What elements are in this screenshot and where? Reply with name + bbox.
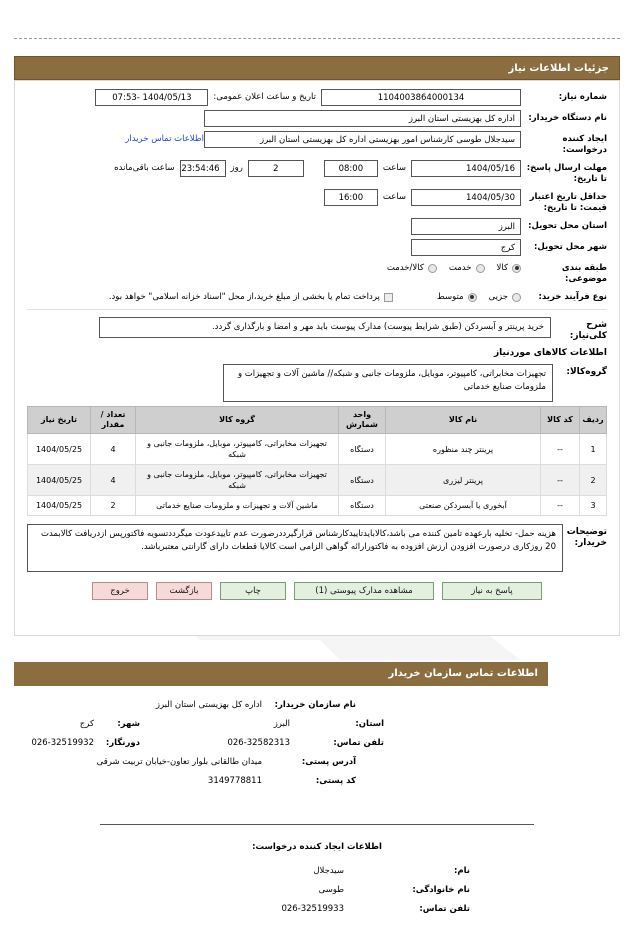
contact-fax-label: دورنگار: <box>105 738 140 748</box>
creator-phone-value: 026-32519933 <box>281 904 344 914</box>
radio-process-medium-label: متوسط <box>436 292 464 302</box>
row-creator <box>27 131 607 156</box>
contact-fax-value: 026-32519932 <box>31 738 94 748</box>
cell-name: پرینتر لیزری <box>386 465 541 496</box>
radio-category-service-label: خدمت <box>448 263 472 273</box>
radio-process-medium[interactable] <box>468 293 477 302</box>
cell-unit: دستگاه <box>339 434 386 465</box>
cell-row: 1 <box>580 434 607 465</box>
validity-date-value: 1404/05/30 <box>411 189 521 206</box>
delivery-city-value: کرج <box>411 239 521 256</box>
row-contact-phone-fax <box>14 738 620 748</box>
cell-qty: 2 <box>91 496 136 516</box>
goods-table <box>27 406 607 516</box>
col-name: نام کالا <box>386 407 541 434</box>
section-header-need-details-label: جزئیات اطلاعات نیاز <box>508 63 609 74</box>
creator-phone-label: تلفن تماس: <box>419 904 470 914</box>
row-creator-first-name <box>14 866 620 876</box>
back-button[interactable]: بازگشت <box>156 582 212 600</box>
need-details-card <box>14 80 620 636</box>
row-category <box>27 260 607 285</box>
announce-value: 1404/05/13 -07:53 <box>95 89 208 106</box>
row-contact-org <box>14 700 620 710</box>
remaining-days-unit: روز <box>230 163 243 173</box>
cell-qty: 4 <box>91 465 136 496</box>
need-number-label: شماره نیاز: <box>558 92 607 102</box>
announce-label: تاریخ و ساعت اعلان عمومی: <box>213 92 316 102</box>
row-purchase-process <box>27 289 607 303</box>
cell-row: 3 <box>580 496 607 516</box>
row-contact-province-city <box>14 719 620 729</box>
checkbox-treasury-docs[interactable] <box>384 293 393 302</box>
validity-time-value: 16:00 <box>324 189 378 206</box>
purchase-process-label: نوع فرآیند خرید: <box>538 292 607 302</box>
cell-name: پرینتر چند منظوره <box>386 434 541 465</box>
summary-value: خرید پرینتر و آبسردکن (طبق شرایط پیوست) مدارک پیوست باید مهر و امضا و بارگذاری گردد. <box>99 317 551 338</box>
contact-divider <box>100 824 534 825</box>
row-deadline <box>27 160 607 185</box>
view-attachments-button[interactable]: مشاهده مدارک پیوستی (1) <box>294 582 434 600</box>
cell-qty: 4 <box>91 434 136 465</box>
validity-label: حداقل تاریخ اعتبار قیمت: تا تاریخ: <box>529 192 607 213</box>
creator-label: ایجاد کننده درخواست: <box>562 134 607 155</box>
action-button-row <box>27 582 607 600</box>
category-label: طبقه بندی موضوعی: <box>561 263 607 284</box>
creator-first-name-value: سیدجلال <box>313 866 344 876</box>
need-number-value: 1104003864000134 <box>321 89 521 106</box>
row-contact-postal <box>14 776 620 786</box>
row-delivery-province <box>27 218 607 235</box>
delivery-province-label: استان محل تحویل: <box>528 221 607 231</box>
creator-last-name-value: طوسی <box>318 885 344 895</box>
buyer-notes-value: هزینه حمل- تخلیه بارعهده تامین کننده می باشد،کالابایدتاییدکارشناس قرارگیرددرصورت عدم تاییدعودت میگرددتسویه فاکتورپس ازدریافت کالابمدت 20 روزکاری درصورت افزودن ارزش افزوده به فاکتورارائه گواهی الزامی است کالایا قطعات دارای گارانتی معتبرباشد. <box>27 524 563 572</box>
cell-unit: دستگاه <box>339 465 386 496</box>
table-row[interactable] <box>28 434 607 465</box>
row-creator-last-name <box>14 885 620 895</box>
row-delivery-city <box>27 239 607 256</box>
section-header-need-details <box>14 56 620 80</box>
row-creator-phone <box>14 904 620 914</box>
divider-above-summary <box>27 309 607 310</box>
contact-postal-value: 3149778811 <box>207 776 262 786</box>
countdown-value: 23:54:46 <box>180 160 226 177</box>
creator-section-title: اطلاعات ایجاد کننده درخواست: <box>252 842 382 852</box>
cell-code: -- <box>541 434 580 465</box>
row-need-number <box>27 89 607 106</box>
delivery-province-value: البرز <box>411 218 521 235</box>
table-row[interactable] <box>28 496 607 516</box>
cell-date: 1404/05/25 <box>28 496 91 516</box>
respond-to-need-button[interactable]: پاسخ به نیاز <box>442 582 542 600</box>
row-price-validity <box>27 189 607 214</box>
delivery-city-label: شهر محل تحویل: <box>534 242 607 252</box>
creator-last-name-label: نام خانوادگی: <box>412 885 470 895</box>
row-contact-address <box>14 757 620 767</box>
creator-section-body <box>14 866 620 923</box>
contact-org-label: نام سازمان خریدار: <box>274 700 356 710</box>
deadline-time-value: 08:00 <box>324 160 378 177</box>
buyer-org-label: نام دستگاه خریدار: <box>528 113 607 123</box>
table-header-row <box>28 407 607 434</box>
col-date: تاریخ نیاز <box>28 407 91 434</box>
contact-province-label: استان: <box>355 719 384 729</box>
creator-value: سیدجلال طوسی کارشناس امور بهزیستی اداره کل بهزیستی استان البرز <box>204 131 521 148</box>
row-buyer-org <box>27 110 607 127</box>
col-row: ردیف <box>580 407 607 434</box>
contact-address-label: آدرس پستی: <box>301 757 356 767</box>
buyer-org-value: اداره کل بهزیستی استان البرز <box>204 110 521 127</box>
radio-process-minor[interactable] <box>512 293 521 302</box>
cell-code: -- <box>541 496 580 516</box>
contact-city-label: شهر: <box>117 719 140 729</box>
cell-group: تجهیزات مخابراتی، کامپیوتر، موبایل، ملزومات جانبی و شبکه <box>136 465 339 496</box>
cell-date: 1404/05/25 <box>28 465 91 496</box>
contact-postal-label: کد پستی: <box>315 776 356 786</box>
contact-phone-label: تلفن تماس: <box>333 738 384 748</box>
checkbox-treasury-docs-label: پرداخت تمام یا بخشی از مبلغ خرید،از محل "اسناد خزانه اسلامی" خواهد بود. <box>108 292 380 302</box>
cell-group: ماشین آلات و تجهیزات و ملزومات صنایع خدماتی <box>136 496 339 516</box>
radio-category-goods-service-label: کالا/خدمت <box>386 263 424 273</box>
row-summary <box>27 317 607 342</box>
radio-category-goods-label: کالا <box>496 263 508 273</box>
top-divider <box>14 38 620 39</box>
contact-phone-value: 026-32582313 <box>227 738 290 748</box>
radio-category-goods-service[interactable] <box>428 264 437 273</box>
radio-category-goods[interactable] <box>512 264 521 273</box>
section-header-buyer-contact-label: اطلاعات تماس سازمان خریدار <box>388 668 538 679</box>
cell-name: آبخوری یا آبسردکن صنعتی <box>386 496 541 516</box>
deadline-time-label: ساعت <box>382 163 406 173</box>
deadline-label: مهلت ارسال پاسخ: تا تاریخ: <box>526 163 607 184</box>
cell-group: تجهیزات مخابراتی، کامپیوتر، موبایل، ملزومات جانبی و شبکه <box>136 434 339 465</box>
countdown-label: ساعت باقی‌مانده <box>114 163 175 173</box>
buyer-notes-label: توضیحات خریدار: <box>566 527 607 548</box>
creator-first-name-label: نام: <box>453 866 470 876</box>
col-qty: تعداد / مقدار <box>91 407 136 434</box>
summary-label: شرح کلی‌نیاز: <box>569 320 607 341</box>
cell-row: 2 <box>580 465 607 496</box>
col-unit: واحد شمارش <box>339 407 386 434</box>
table-row[interactable] <box>28 465 607 496</box>
radio-process-minor-label: جزیی <box>488 292 508 302</box>
cell-date: 1404/05/25 <box>28 434 91 465</box>
exit-button[interactable]: خروج <box>92 582 148 600</box>
cell-unit: دستگاه <box>339 496 386 516</box>
row-buyer-notes <box>27 524 607 572</box>
row-goods-group <box>27 364 607 402</box>
goods-group-label: گروه‌کالا: <box>566 367 607 377</box>
validity-time-label: ساعت <box>382 192 406 202</box>
deadline-date-value: 1404/05/16 <box>411 160 521 177</box>
col-group: گروه کالا <box>136 407 339 434</box>
contact-org-value: اداره کل بهزیستی استان البرز <box>155 700 262 710</box>
col-code: کد کالا <box>541 407 580 434</box>
contact-address-value: میدان طالقانی بلوار تعاون-خیابان تربیت شرقی <box>96 757 262 767</box>
contact-province-value: البرز <box>273 719 290 729</box>
buyer-contact-body <box>14 700 620 795</box>
print-button[interactable]: چاپ <box>220 582 286 600</box>
radio-category-service[interactable] <box>476 264 485 273</box>
section-header-buyer-contact <box>14 662 548 686</box>
goods-group-value: تجهیزات مخابراتی، کامپیوتر، موبایل، ملزومات جانبی و شبکه// ماشین آلات و تجهیزات و ملزومات صنایع خدماتی <box>223 364 553 402</box>
cell-code: -- <box>541 465 580 496</box>
buyer-contact-link[interactable]: اطلاعات تماس خریدار <box>125 134 204 144</box>
goods-section-title: اطلاعات کالاهای موردنیاز <box>493 348 607 358</box>
remaining-days-value: 2 <box>248 160 304 177</box>
contact-city-value: کرج <box>79 719 94 729</box>
